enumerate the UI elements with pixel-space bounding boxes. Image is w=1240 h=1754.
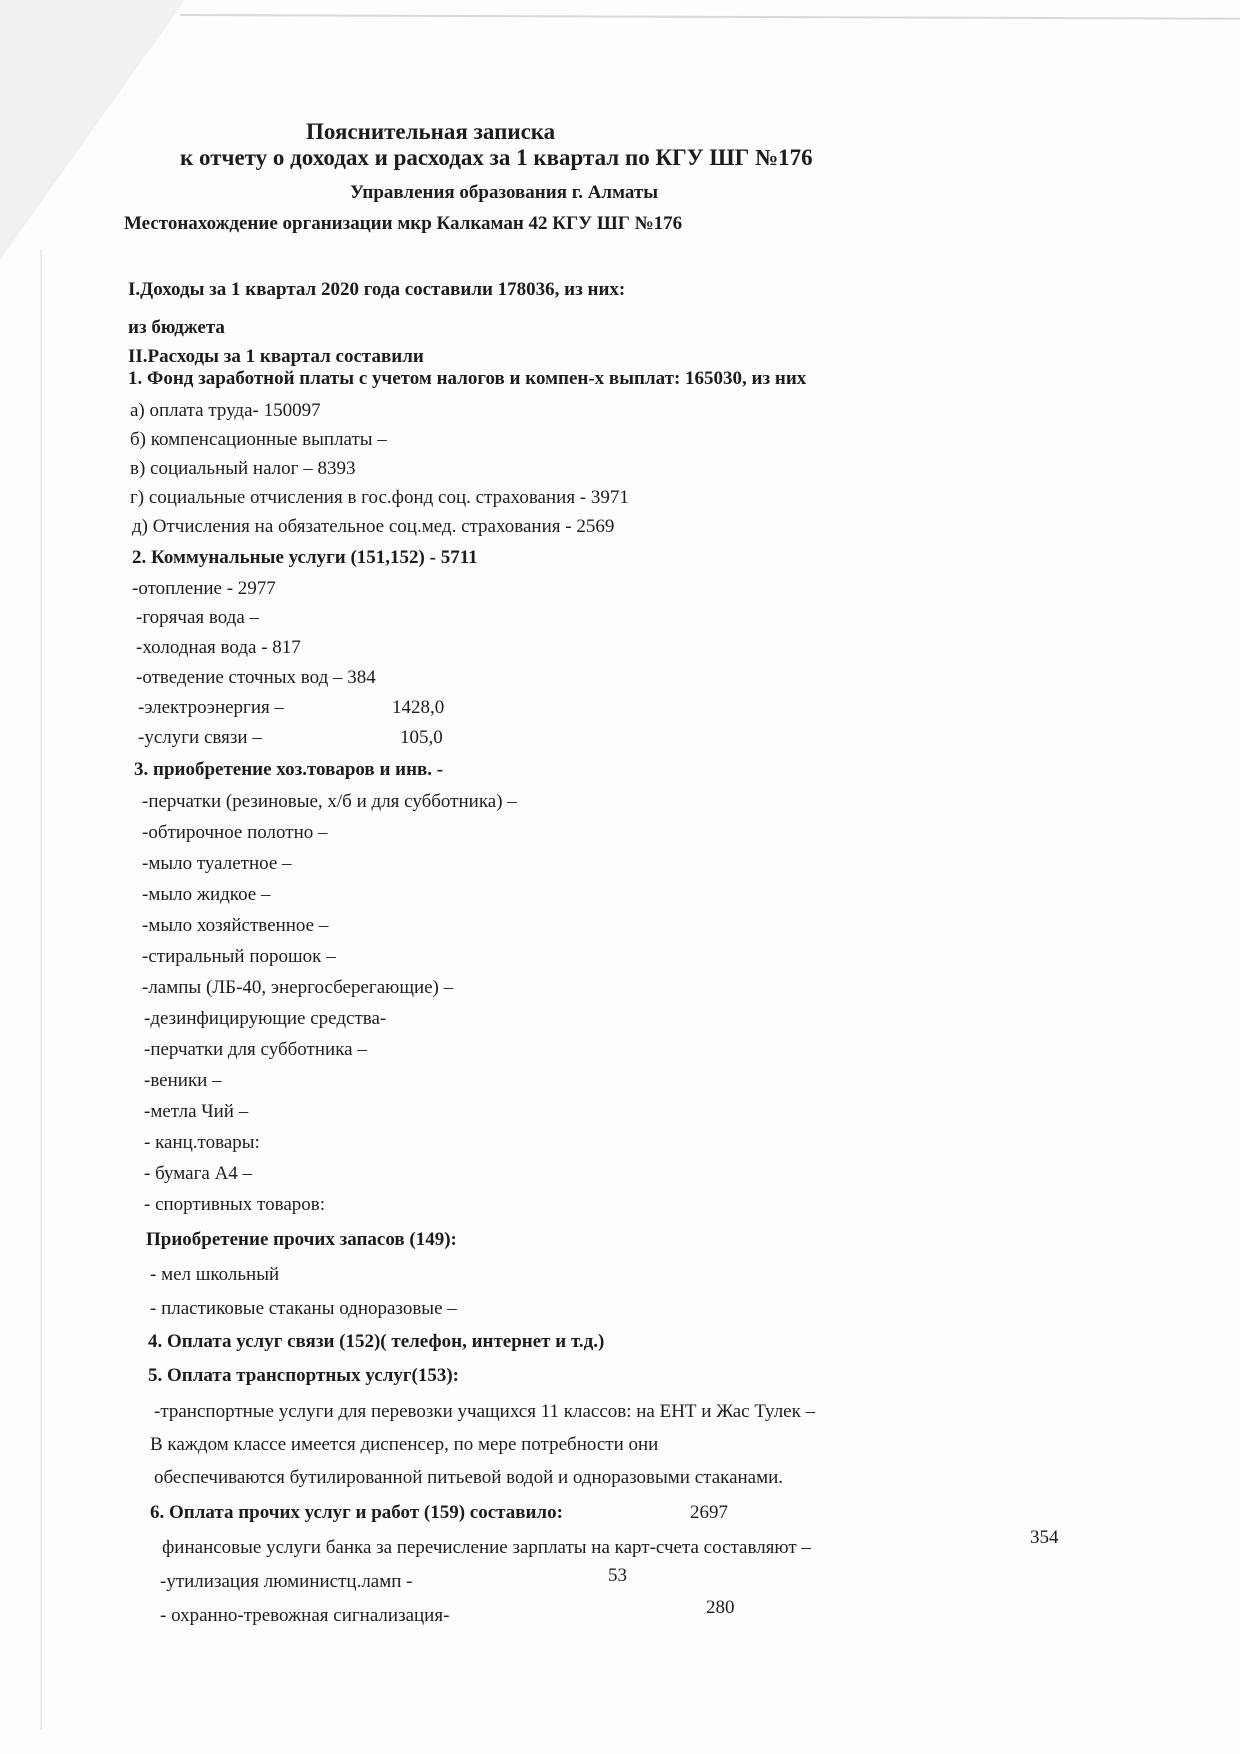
other-services-value: 53: [608, 1565, 627, 1586]
goods-item: -перчатки (резиновые, х/б и для субботника) –: [142, 791, 517, 812]
utility-item: -отопление - 2977: [132, 578, 276, 599]
other-services-item: -утилизация люминистц.ламп -: [160, 1571, 413, 1592]
goods-item: -мыло хозяйственное –: [142, 915, 329, 936]
other-services-item: - охранно-тревожная сигнализация-: [160, 1605, 450, 1626]
goods-item: -веники –: [144, 1070, 222, 1091]
goods-item: -обтирочное полотно –: [142, 822, 328, 843]
income-budget: из бюджета: [128, 317, 225, 338]
expenses-heading: II.Расходы за 1 квартал составили: [128, 346, 424, 367]
goods-item: -мыло туалетное –: [142, 853, 292, 874]
payroll-item: в) социальный налог – 8393: [130, 458, 356, 479]
goods-item: -лампы (ЛБ-40, энергосберегающие) –: [142, 977, 454, 998]
title-line-3: Управления образования г. Алматы: [350, 182, 659, 203]
goods-item: -дезинфицирующие средства-: [144, 1008, 387, 1029]
utility-item: -холодная вода - 817: [136, 637, 301, 658]
goods-item: -стиральный порошок –: [142, 946, 336, 967]
utilities-heading: 2. Коммунальные услуги (151,152) - 5711: [132, 547, 478, 568]
goods-item: - спортивных товаров:: [144, 1194, 326, 1215]
goods-heading: 3. приобретение хоз.товаров и инв. -: [134, 759, 444, 780]
goods-item: -перчатки для субботника –: [144, 1039, 367, 1060]
payroll-item: б) компенсационные выплаты –: [130, 429, 387, 450]
utility-value: 1428,0: [392, 697, 445, 718]
transport-note: В каждом классе имеется диспенсер, по мере потребности они: [150, 1434, 659, 1455]
goods-item: -метла Чий –: [144, 1101, 249, 1122]
title-line-2: к отчету о доходах и расходах за 1 квартал по КГУ ШГ №176: [180, 145, 813, 170]
other-services-item: финансовые услуги банка за перечисление зарплаты на карт-счета составляют –: [162, 1537, 811, 1558]
communication-heading: 4. Оплата услуг связи (152)( телефон, интернет и т.д.): [148, 1331, 605, 1352]
goods-item: - бумага А4 –: [144, 1163, 253, 1184]
other-services-value: 280: [706, 1597, 735, 1618]
other-stock-item: - мел школьный: [150, 1264, 280, 1285]
utility-item: -горячая вода –: [136, 607, 260, 628]
goods-item: - канц.товары:: [144, 1132, 260, 1153]
payroll-item: д) Отчисления на обязательное соц.мед. страхования - 2569: [132, 516, 615, 537]
goods-item: -мыло жидкое –: [142, 884, 271, 905]
utility-item: -отведение сточных вод – 384: [136, 667, 376, 688]
payroll-item: а) оплата труда- 150097: [130, 400, 321, 421]
other-services-value: 354: [1030, 1527, 1059, 1548]
other-services-total: 2697: [690, 1502, 728, 1523]
transport-note: обеспечиваются бутилированной питьевой водой и одноразовыми стаканами.: [154, 1467, 784, 1488]
other-stock-item: - пластиковые стаканы одноразовые –: [150, 1298, 457, 1319]
scan-edge-top: [180, 14, 1240, 20]
transport-item: -транспортные услуги для перевозки учащихся 11 классов: на ЕНТ и Жас Тулек –: [154, 1401, 816, 1422]
payroll-heading: 1. Фонд заработной платы с учетом налогов и компен-х выплат: 165030, из них: [128, 368, 807, 389]
scan-edge-left: [40, 250, 42, 1730]
payroll-item: г) социальные отчисления в гос.фонд соц. страхования - 3971: [130, 487, 629, 508]
utility-value: 105,0: [400, 727, 443, 748]
utility-item: -услуги связи –: [138, 727, 262, 748]
other-services-heading: 6. Оплата прочих услуг и работ (159) составило:: [150, 1502, 563, 1523]
location-line: Местонахождение организации мкр Калкаман 42 КГУ ШГ №176: [124, 213, 683, 234]
income-heading: I.Доходы за 1 квартал 2020 года составили 178036, из них:: [128, 279, 626, 300]
utility-item: -электроэнергия –: [138, 697, 285, 718]
transport-heading: 5. Оплата транспортных услуг(153):: [148, 1365, 459, 1386]
other-stock-heading: Приобретение прочих запасов (149):: [146, 1229, 457, 1250]
title-line-1: Пояснительная записка: [306, 119, 556, 144]
